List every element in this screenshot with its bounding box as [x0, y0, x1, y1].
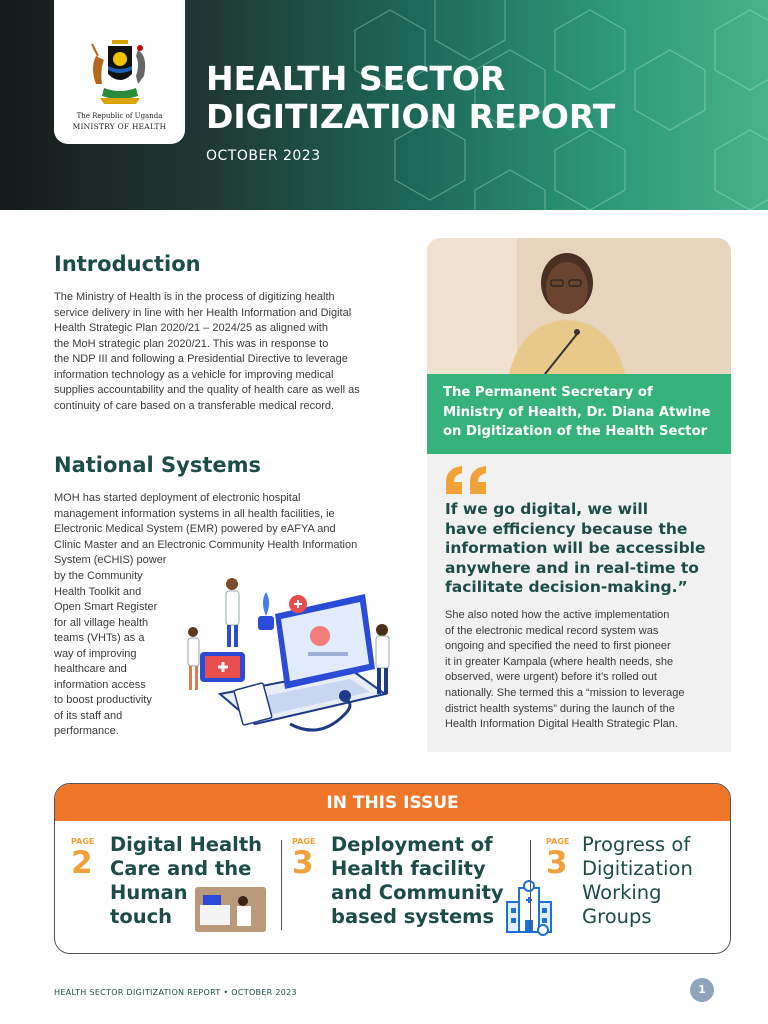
text-line: ongoing and specified the need to first pioneer [445, 640, 671, 653]
page-number[interactable]: 3 [546, 845, 568, 881]
text-line: continuity of care based on a transferable medical record. [54, 399, 335, 412]
in-this-issue-bar [55, 784, 730, 821]
caption-line: Ministry of Health, Dr. Diana Atwine [443, 404, 711, 420]
text-line: of the electronic medical record system was [445, 624, 659, 637]
report-header [0, 0, 768, 210]
text-line: management information systems in all health facilities, ie [54, 507, 335, 520]
text-line: Open Smart Register [54, 601, 158, 613]
ministry-logo-card [54, 0, 185, 144]
digital-health-thumbnail [195, 887, 266, 932]
page-tag: PAGE [292, 837, 316, 846]
hospital-icon [503, 880, 555, 936]
pull-quote [445, 500, 715, 598]
portrait-graphic [427, 238, 731, 374]
text-line: the MoH strategic plan 2020/21. This was in response to [54, 337, 329, 350]
text-line: supplies accountability and the quality of health care as well as [54, 384, 360, 396]
text-line: Health Strategic Plan 2020/21 – 2024/25 as aligned with [54, 322, 328, 334]
text-line: by the Community [54, 570, 143, 582]
page-tag: PAGE [546, 837, 570, 846]
text-line: healthcare and [54, 663, 127, 675]
text-line: Clinic Master and an Electronic Community Health Information [54, 538, 358, 551]
issue-line: Digitization [582, 857, 693, 880]
in-this-issue-title: IN THIS ISSUE [326, 793, 459, 813]
photo-caption [443, 383, 723, 442]
report-title-line: HEALTH SECTOR [206, 59, 506, 98]
footer-text: HEALTH SECTOR DIGITIZATION REPORT • OCTOBER 2023 [54, 988, 297, 997]
text-line: Health Information Digital Health Strategic Plan. [445, 718, 678, 731]
text-line: district health systems” during the launch of the [445, 702, 675, 715]
page-number[interactable]: 2 [71, 845, 93, 881]
text-line: She also noted how the active implementation [445, 609, 670, 621]
text-line: System (eCHIS) power [54, 554, 167, 566]
quotation-mark-icon [444, 464, 494, 498]
report-title [206, 60, 666, 136]
republic-label: The Republic of Uganda [76, 112, 163, 120]
issue-line: touch [110, 905, 173, 928]
issue-line: Health facility [331, 857, 486, 880]
quote-line: facilitate decision-making.” [445, 578, 688, 596]
quote-body [445, 608, 715, 733]
text-line: service delivery in line with her Health Information and Digital [54, 306, 352, 319]
page-number-badge: 1 [690, 978, 714, 1002]
quote-line: information will be accessible [445, 539, 706, 557]
national-systems-body-narrow [54, 569, 182, 740]
issue-divider [530, 840, 531, 930]
issue-line: Digital Health [110, 833, 263, 856]
report-date: OCTOBER 2023 [206, 148, 321, 164]
text-line: performance. [54, 725, 119, 737]
issue-item-progress[interactable] [582, 833, 693, 929]
text-line: information access [54, 678, 146, 691]
quote-line: If we go digital, we will [445, 500, 649, 518]
text-line: MOH has started deployment of electronic hospital [54, 492, 301, 504]
text-line: Health Toolkit and [54, 585, 142, 598]
text-line: teams (VHTs) as a [54, 632, 145, 644]
uganda-coat-of-arms-icon [78, 26, 162, 110]
text-line: the NDP III and following a Presidential Directive to leverage [54, 353, 348, 365]
text-line: of its staff and [54, 709, 123, 722]
issue-line: Working [582, 881, 662, 904]
issue-line: Progress of [582, 833, 691, 856]
caption-line: The Permanent Secretary of [443, 385, 653, 400]
issue-line: and Community [331, 881, 504, 904]
caption-line: on Digitization of the Health Sector [443, 424, 708, 439]
introduction-heading: Introduction [54, 252, 201, 276]
page-number[interactable]: 3 [292, 845, 314, 881]
text-line: The Ministry of Health is in the process of digitizing health [54, 291, 335, 303]
quote-line: anywhere and in real-time to [445, 558, 699, 577]
issue-line: Deployment of [331, 833, 493, 856]
text-line: to boost productivity [54, 694, 152, 706]
issue-line: based systems [331, 905, 495, 928]
text-line: observed, were urgent) before it’s rolled out [445, 671, 657, 684]
national-systems-heading: National Systems [54, 453, 262, 477]
ministry-label: MINISTRY OF HEALTH [72, 122, 167, 131]
text-line: information technology as a vehicle for improving medical [54, 368, 334, 381]
quote-line: have efficiency because the [445, 519, 688, 538]
issue-item-deployment[interactable] [331, 833, 504, 929]
text-line: for all village health [54, 616, 149, 629]
introduction-body [54, 290, 384, 414]
issue-line: Groups [582, 905, 652, 928]
page-tag: PAGE [71, 837, 95, 846]
issue-line: Care and the [110, 857, 252, 880]
text-line: nationally. She termed this a “mission to leverage [445, 686, 685, 699]
report-title-line: DIGITIZATION REPORT [206, 97, 616, 136]
issue-divider [281, 840, 282, 930]
text-line: Electronic Medical System (EMR) powered by eAFYA and [54, 523, 336, 535]
national-systems-body [54, 491, 384, 569]
text-line: it in greater Kampala (where health needs, she [445, 655, 674, 668]
issue-line: Human [110, 881, 188, 904]
text-line: way of improving [54, 647, 137, 660]
permanent-secretary-photo [427, 238, 731, 374]
telemedicine-illustration [180, 574, 400, 740]
